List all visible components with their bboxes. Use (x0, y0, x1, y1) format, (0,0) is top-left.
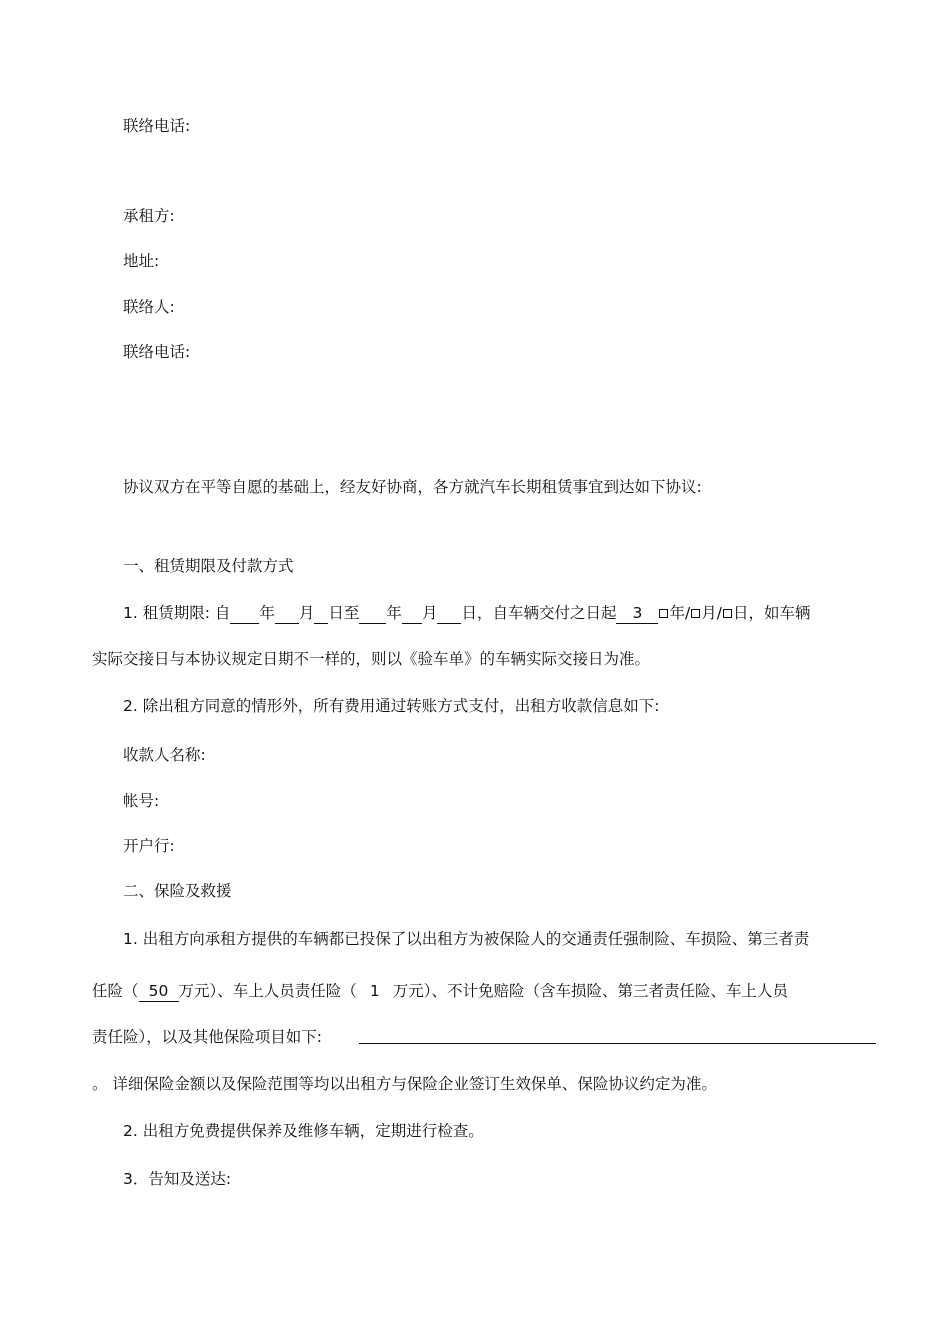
lease-term-continuation: 实际交接日与本协议规定日期不一样的，则以《验车单》的车辆实际交接日为准。 (92, 650, 651, 668)
preamble-paragraph: 协议双方在平等自愿的基础上，经友好协商，各方就汽车长期租赁事宜到达如下协议: (123, 478, 702, 496)
month-label-2: 月 (421, 604, 438, 622)
checkbox-day-icon (723, 609, 732, 618)
payee-name-label: 收款人名称: (123, 746, 206, 764)
unit-day-label: 日，如车辆 (732, 604, 811, 622)
start-year-blank (230, 603, 259, 624)
section2-heading: 二、保险及救援 (123, 882, 232, 900)
account-number-label: 帐号: (123, 792, 160, 810)
term-value: 3 (616, 603, 658, 624)
insurance-line-1: 1. 出租方向承租方提供的车辆都已投保了以出租方为被保险人的交通责任强制险、车损险、第三者责 (123, 930, 810, 948)
lessee-phone-label: 联络电话: (123, 343, 191, 361)
delivery-clause: 日，自车辆交付之日起 (461, 604, 617, 622)
passenger-amount: 1 (369, 982, 380, 1000)
end-day-blank (437, 603, 461, 624)
lessee-name-label: 承租方: (123, 207, 175, 225)
insurance-text-c: 万元）、不计免赔险（含车损险、第三者责任险、车上人员 (392, 982, 789, 1000)
year-label-2: 年 (386, 604, 402, 622)
year-label: 年 (259, 604, 275, 622)
unit-month-label: 月/ (701, 604, 722, 622)
checkbox-month-icon (691, 609, 700, 618)
checkbox-year-icon (659, 609, 668, 618)
insurance-text-b: 万元）、车上人员责任险（ (178, 982, 357, 1000)
month-label: 月 (298, 604, 315, 622)
start-month-blank (275, 603, 299, 624)
other-insurance-blank (359, 1043, 876, 1044)
lessee-contact-label: 联络人: (123, 298, 175, 316)
insurance-text-a: 任险（ (92, 982, 139, 1000)
payment-method-paragraph: 2. 除出租方同意的情形外，所有费用通过转账方式支付，出租方收款信息如下: (123, 697, 660, 715)
third-party-amount: 50 (139, 981, 179, 1002)
insurance-line-3: 责任险），以及其他保险项目如下: (92, 1028, 322, 1046)
insurance-line-2 (92, 981, 788, 1002)
start-day-blank (314, 603, 328, 624)
day-to-label: 日至 (328, 604, 360, 622)
lessor-phone-label: 联络电话: (123, 117, 191, 135)
lessee-address-label: 地址: (123, 252, 160, 270)
section1-heading: 一、租赁期限及付款方式 (123, 557, 294, 575)
notice-heading: 3．告知及送达: (123, 1170, 232, 1188)
lease-term-line (123, 603, 810, 624)
bank-label: 开户行: (123, 837, 175, 855)
end-month-blank (402, 603, 422, 624)
end-year-blank (359, 603, 386, 624)
lease-term-prefix: 1. 租赁期限: 自 (123, 604, 231, 622)
insurance-line-4: 。 详细保险金额以及保险范围等均以出租方与保险企业签订生效保单、保险协议约定为准。 (92, 1075, 717, 1093)
maintenance-paragraph: 2. 出租方免费提供保养及维修车辆，定期进行检查。 (123, 1122, 484, 1140)
unit-year-label: 年/ (669, 604, 691, 622)
